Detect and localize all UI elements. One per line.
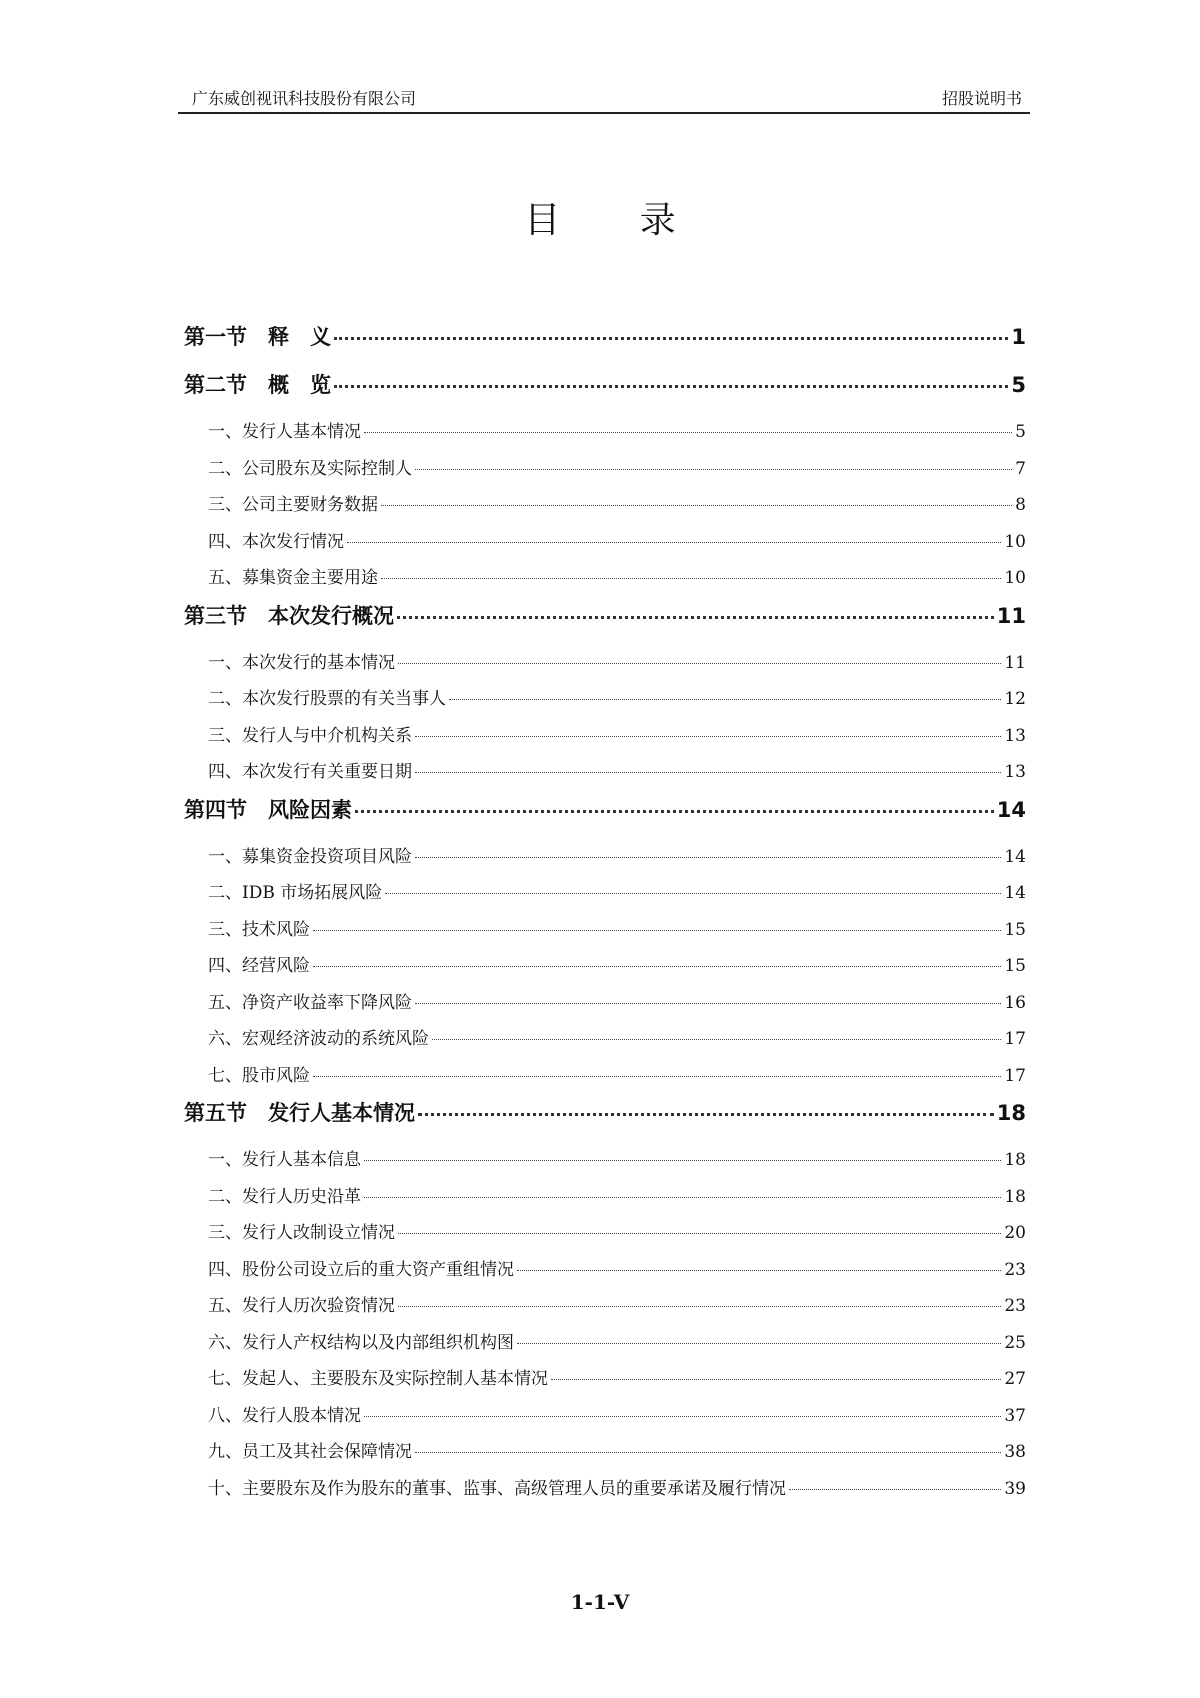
toc-subsection-entry[interactable] bbox=[184, 988, 1026, 1025]
toc-subsection-entry[interactable] bbox=[184, 1401, 1026, 1438]
toc-entry-label: 第一节 释 义 bbox=[184, 325, 331, 349]
toc-section-entry[interactable] bbox=[184, 321, 1026, 369]
dot-leader bbox=[517, 1270, 1001, 1271]
toc-entry-label: 四、本次发行情况 bbox=[208, 531, 344, 552]
toc-entry-page: 5 bbox=[1015, 422, 1026, 442]
document-type: 招股说明书 bbox=[941, 89, 1022, 108]
dot-leader bbox=[517, 1343, 1001, 1344]
dot-leader bbox=[381, 505, 1012, 506]
page-title: 目 录 bbox=[524, 200, 710, 241]
toc-subsection-entry[interactable] bbox=[184, 1364, 1026, 1401]
toc-entry-page: 12 bbox=[1004, 689, 1026, 709]
toc-entry-page: 13 bbox=[1004, 762, 1026, 782]
dot-leader bbox=[347, 542, 1001, 543]
toc-entry-page: 15 bbox=[1004, 956, 1026, 976]
toc-subsection-entry[interactable] bbox=[184, 757, 1026, 794]
toc-entry-label: 七、发起人、主要股东及实际控制人基本情况 bbox=[208, 1369, 548, 1389]
toc-subsection-entry[interactable] bbox=[184, 1437, 1026, 1474]
toc-entry-page: 27 bbox=[1004, 1369, 1026, 1389]
dot-leader bbox=[398, 1306, 1001, 1307]
toc-subsection-entry[interactable] bbox=[184, 1061, 1026, 1098]
dot-leader bbox=[364, 1197, 1001, 1198]
toc-entry-page: 13 bbox=[1004, 725, 1026, 746]
toc-entry-page: 18 bbox=[1004, 1150, 1026, 1170]
toc-subsection-entry[interactable] bbox=[184, 878, 1026, 915]
toc-subsection-entry[interactable] bbox=[184, 1024, 1026, 1061]
toc-entry-label: 二、本次发行股票的有关当事人 bbox=[208, 689, 446, 709]
table-of-contents bbox=[184, 321, 1026, 1510]
toc-entry-page: 16 bbox=[1004, 992, 1026, 1013]
toc-entry-page: 14 bbox=[1004, 883, 1026, 903]
toc-entry-label: 四、股份公司设立后的重大资产重组情况 bbox=[208, 1259, 514, 1280]
toc-entry-label: 六、发行人产权结构以及内部组织机构图 bbox=[208, 1332, 514, 1353]
toc-entry-label: 三、发行人改制设立情况 bbox=[208, 1223, 395, 1243]
dot-leader bbox=[364, 1160, 1001, 1161]
toc-entry-page: 14 bbox=[1004, 846, 1026, 867]
toc-entry-page: 25 bbox=[1004, 1332, 1026, 1353]
toc-subsection-entry[interactable] bbox=[184, 648, 1026, 685]
dot-leader bbox=[381, 578, 1001, 579]
dot-leader bbox=[415, 469, 1012, 470]
dot-leader bbox=[415, 1003, 1001, 1004]
toc-section-entry[interactable] bbox=[184, 794, 1026, 842]
toc-entry-page: 39 bbox=[1004, 1478, 1026, 1499]
toc-entry-label: 第二节 概 览 bbox=[184, 373, 331, 397]
toc-subsection-entry[interactable] bbox=[184, 721, 1026, 758]
dot-leader bbox=[415, 1452, 1001, 1453]
toc-entry-label: 九、员工及其社会保障情况 bbox=[208, 1442, 412, 1462]
toc-entry-page: 10 bbox=[1004, 531, 1026, 552]
toc-entry-label: 五、发行人历次验资情况 bbox=[208, 1296, 395, 1316]
toc-entry-page: 15 bbox=[1004, 919, 1026, 940]
toc-entry-page: 7 bbox=[1015, 458, 1026, 479]
dot-leader bbox=[415, 857, 1001, 858]
toc-entry-page: 18 bbox=[996, 1101, 1026, 1125]
toc-entry-label: 四、经营风险 bbox=[208, 956, 310, 976]
dot-leader bbox=[415, 736, 1001, 737]
toc-subsection-entry[interactable] bbox=[184, 684, 1026, 721]
toc-entry-label: 第四节 风险因素 bbox=[184, 797, 352, 822]
toc-entry-label: 一、发行人基本信息 bbox=[208, 1150, 361, 1170]
dot-leader bbox=[418, 1113, 994, 1116]
dot-leader bbox=[551, 1379, 1001, 1380]
toc-entry-label: 八、发行人股本情况 bbox=[208, 1405, 361, 1426]
toc-entry-page: 11 bbox=[996, 603, 1026, 628]
toc-entry-page: 8 bbox=[1015, 495, 1026, 515]
toc-entry-label: 一、募集资金投资项目风险 bbox=[208, 846, 412, 867]
page-header bbox=[178, 82, 1030, 114]
toc-subsection-entry[interactable] bbox=[184, 563, 1026, 600]
page-number: 1-1-V bbox=[570, 1590, 630, 1614]
toc-entry-page: 14 bbox=[996, 797, 1026, 822]
toc-entry-page: 17 bbox=[1004, 1029, 1026, 1049]
toc-entry-label: 第三节 本次发行概况 bbox=[184, 603, 394, 628]
dot-leader bbox=[449, 699, 1001, 700]
toc-entry-page: 23 bbox=[1004, 1296, 1026, 1316]
toc-entry-label: 第五节 发行人基本情况 bbox=[184, 1101, 415, 1125]
toc-entry-page: 38 bbox=[1004, 1442, 1026, 1462]
dot-leader bbox=[364, 432, 1012, 433]
toc-subsection-entry[interactable] bbox=[184, 1182, 1026, 1219]
toc-entry-label: 五、净资产收益率下降风险 bbox=[208, 992, 412, 1013]
dot-leader bbox=[789, 1489, 1001, 1490]
toc-section-entry[interactable] bbox=[184, 1097, 1026, 1145]
toc-subsection-entry[interactable] bbox=[184, 915, 1026, 952]
toc-section-entry[interactable] bbox=[184, 369, 1026, 417]
toc-entry-page: 23 bbox=[1004, 1259, 1026, 1280]
toc-subsection-entry[interactable] bbox=[184, 417, 1026, 454]
company-name: 广东威创视讯科技股份有限公司 bbox=[192, 89, 417, 108]
dot-leader bbox=[313, 966, 1001, 967]
dot-leader bbox=[398, 663, 1001, 664]
dot-leader bbox=[385, 893, 1001, 894]
dot-leader bbox=[432, 1039, 1001, 1040]
dot-leader bbox=[415, 772, 1001, 773]
toc-section-entry[interactable] bbox=[184, 600, 1026, 648]
dot-leader bbox=[355, 810, 994, 813]
toc-subsection-entry[interactable] bbox=[184, 527, 1026, 564]
toc-entry-label: 四、本次发行有关重要日期 bbox=[208, 762, 412, 782]
toc-entry-label: 一、本次发行的基本情况 bbox=[208, 652, 395, 673]
toc-entry-label: 七、股市风险 bbox=[208, 1065, 310, 1086]
toc-entry-label: 二、IDB 市场拓展风险 bbox=[208, 883, 383, 903]
dot-leader bbox=[313, 1076, 1001, 1077]
toc-subsection-entry[interactable] bbox=[184, 1328, 1026, 1365]
dot-leader bbox=[334, 385, 1008, 388]
toc-subsection-entry[interactable] bbox=[184, 490, 1026, 527]
toc-subsection-entry[interactable] bbox=[184, 951, 1026, 988]
toc-entry-label: 二、发行人历史沿革 bbox=[208, 1186, 361, 1207]
toc-entry-label: 三、技术风险 bbox=[208, 919, 310, 940]
toc-entry-page: 37 bbox=[1004, 1405, 1026, 1426]
dot-leader bbox=[397, 616, 994, 619]
toc-subsection-entry[interactable] bbox=[184, 454, 1026, 491]
toc-entry-label: 三、发行人与中介机构关系 bbox=[208, 725, 412, 746]
toc-entry-label: 十、主要股东及作为股东的董事、监事、高级管理人员的重要承诺及履行情况 bbox=[208, 1478, 786, 1499]
toc-entry-label: 三、公司主要财务数据 bbox=[208, 495, 378, 515]
toc-entry-page: 20 bbox=[1004, 1223, 1026, 1243]
toc-entry-label: 五、募集资金主要用途 bbox=[208, 568, 378, 588]
toc-entry-page: 1 bbox=[1011, 325, 1026, 349]
dot-leader bbox=[313, 930, 1001, 931]
toc-entry-page: 11 bbox=[1004, 652, 1026, 673]
toc-subsection-entry[interactable] bbox=[184, 842, 1026, 879]
toc-subsection-entry[interactable] bbox=[184, 1291, 1026, 1328]
toc-subsection-entry[interactable] bbox=[184, 1218, 1026, 1255]
dot-leader bbox=[398, 1233, 1001, 1234]
toc-entry-label: 二、公司股东及实际控制人 bbox=[208, 458, 412, 479]
toc-entry-page: 18 bbox=[1004, 1186, 1026, 1207]
toc-subsection-entry[interactable] bbox=[184, 1255, 1026, 1292]
toc-entry-page: 10 bbox=[1004, 568, 1026, 588]
toc-subsection-entry[interactable] bbox=[184, 1145, 1026, 1182]
toc-entry-label: 一、发行人基本情况 bbox=[208, 422, 361, 442]
toc-subsection-entry[interactable] bbox=[184, 1474, 1026, 1511]
toc-entry-page: 5 bbox=[1011, 373, 1026, 397]
toc-entry-page: 17 bbox=[1004, 1065, 1026, 1086]
dot-leader bbox=[334, 337, 1008, 340]
dot-leader bbox=[364, 1416, 1001, 1417]
toc-entry-label: 六、宏观经济波动的系统风险 bbox=[208, 1029, 429, 1049]
